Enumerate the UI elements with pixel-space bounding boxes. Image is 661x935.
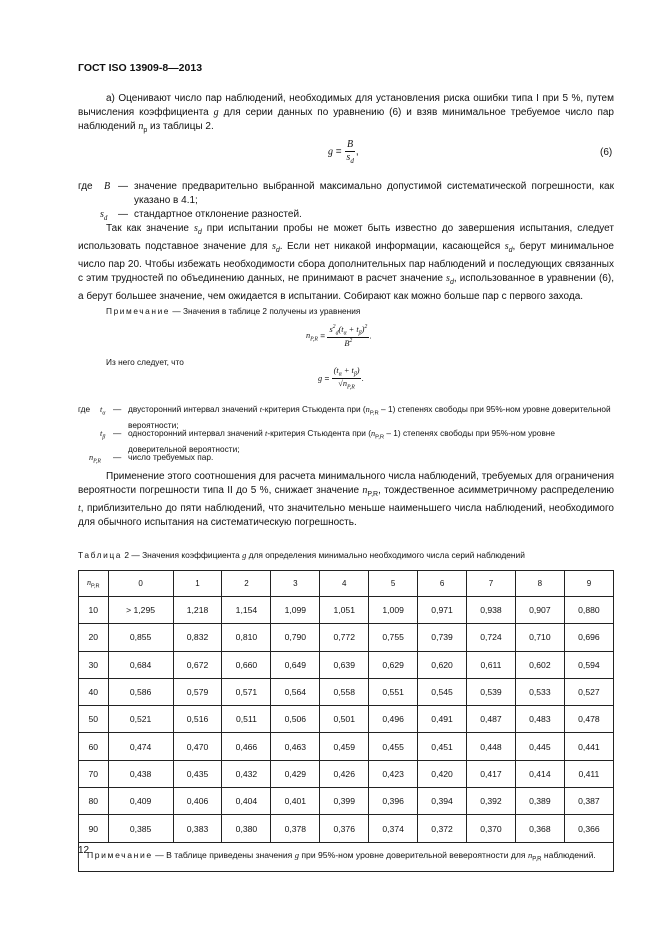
- table-cell: 0,579: [173, 678, 222, 705]
- table-column-header: 6: [418, 571, 467, 597]
- table-cell: 0,545: [418, 678, 467, 705]
- eq6-lhs: g: [328, 146, 333, 158]
- table-cell: 0,810: [222, 624, 271, 651]
- table-cell: 0,411: [564, 760, 613, 787]
- table-cell: 0,527: [564, 678, 613, 705]
- table-column-header: 0: [108, 571, 173, 597]
- table-column-header: 5: [369, 571, 418, 597]
- where2-text-tb: односторонний интервал значений t-критерия Стьюдента при $(n_{P,R} - 1)$ степенях свободы при 95%-ном уровне доверительной вероятности;: [128, 428, 555, 455]
- note1-dash: —: [172, 306, 181, 316]
- table-row-label: 80: [79, 788, 109, 815]
- eq6-numerator: B: [347, 139, 354, 150]
- table-cell: 0,649: [271, 651, 320, 678]
- nf2-lhs: g: [318, 374, 323, 384]
- where2-word: где: [78, 404, 91, 414]
- table-row-label: 50: [79, 706, 109, 733]
- table-cell: 0,511: [222, 706, 271, 733]
- page-number: 12: [78, 845, 90, 856]
- table-column-header: 4: [320, 571, 369, 597]
- table-note: Примечание — В таблице приведены значения g при 95%-ном уровне доверительной вевероятности для $n_{P,R}$ наблюдений.: [79, 842, 614, 872]
- table-cell: 0,459: [320, 733, 369, 760]
- table-header-row: [79, 571, 614, 597]
- nf2-numerator: $(t_\alpha + t_\beta)$: [333, 366, 360, 378]
- where2-dash-ta: —: [113, 404, 122, 414]
- table-cell: 0,394: [418, 788, 467, 815]
- table-row: [79, 760, 614, 787]
- table-caption-label: Таблица: [78, 550, 123, 560]
- table-caption-text: — Значения коэффициента g для определения минимально необходимого числа серий наблюдений: [131, 550, 525, 560]
- where1-sym-sd: $s_d$: [100, 209, 108, 222]
- table-cell: 0,445: [515, 733, 564, 760]
- table-cell: 1,009: [369, 597, 418, 624]
- eq6-op: =: [335, 146, 342, 158]
- table-cell: 0,420: [418, 760, 467, 787]
- table-cell: 1,154: [222, 597, 271, 624]
- equation-6-number: (6): [600, 147, 613, 158]
- equation-6: [328, 139, 359, 165]
- table-row: [79, 706, 614, 733]
- where2-text-ta: двусторонний интервал значений t-критерия Стьюдента при $(n_{P,R} - 1)$ степенях свободы при 95%-ном уровне доверительной вероятности;: [128, 404, 611, 431]
- table-cell: 0,404: [222, 788, 271, 815]
- table-column-header: 2: [222, 571, 271, 597]
- table-cell: 0,401: [271, 788, 320, 815]
- where1-dash-b: —: [118, 181, 128, 192]
- where1-text-b: значение предварительно выбранной максимально допустимой систематической погрешности, как указано в 4.1;: [134, 181, 614, 206]
- nf1-tail: .: [369, 330, 372, 341]
- table-column-header: 3: [271, 571, 320, 597]
- table-row-label: 60: [79, 733, 109, 760]
- table-row-label: 30: [79, 651, 109, 678]
- table-cell: 0,441: [564, 733, 613, 760]
- table-cell: 0,496: [369, 706, 418, 733]
- table-cell: 0,423: [369, 760, 418, 787]
- where2-sym-tb: $t_\beta$: [100, 429, 106, 441]
- table-cell: 0,374: [369, 815, 418, 842]
- table-cell: 0,451: [418, 733, 467, 760]
- table-row: [79, 624, 614, 651]
- table-cell: 0,516: [173, 706, 222, 733]
- table-row: [79, 597, 614, 624]
- table-cell: 0,383: [173, 815, 222, 842]
- table-cell: 0,660: [222, 651, 271, 678]
- table-cell: 0,739: [418, 624, 467, 651]
- table-cell: 0,417: [467, 760, 516, 787]
- table-note-row: [79, 842, 614, 872]
- note-formula-1: $n_{P,R}$ = $\frac{s^2_d(t_\alpha + t_\beta)^2}{B^2}$ .: [306, 324, 372, 348]
- where2-sym-npr: $n_{P,R}$: [89, 453, 101, 465]
- table-cell: 0,470: [173, 733, 222, 760]
- table-cell: 0,521: [108, 706, 173, 733]
- note-1: [106, 306, 614, 318]
- table-cell: 0,611: [467, 651, 516, 678]
- table-cell: > 1,295: [108, 597, 173, 624]
- table-cell: 0,474: [108, 733, 173, 760]
- table-row-label: 20: [79, 624, 109, 651]
- table-cell: 0,466: [222, 733, 271, 760]
- table-cell: 0,971: [418, 597, 467, 624]
- table-cell: 0,629: [369, 651, 418, 678]
- where-block-1: [78, 180, 614, 222]
- table-cell: 0,506: [271, 706, 320, 733]
- table-cell: 0,399: [320, 788, 369, 815]
- paragraph-c-text: Применение этого соотношения для расчета минимального числа наблюдений, требуемых для ограничения вероятности погрешности типа II до 5 %, снижает значение $n_{P,R}$, тождественное асимметричному распределению t, приблизительно до пяти наблюдений, что значительно меньше наименьшего числа наблюдений, необходимого для обычного испытания на систематическую погрешность.: [78, 471, 614, 528]
- where-word: где: [78, 181, 93, 192]
- eq6-fraction: [344, 139, 355, 165]
- table-caption-number: 2: [124, 550, 130, 560]
- table-cell: 0,483: [515, 706, 564, 733]
- table-cell: 0,438: [108, 760, 173, 787]
- paragraph-b: [78, 222, 614, 304]
- table-cell: 0,602: [515, 651, 564, 678]
- table-column-header: 7: [467, 571, 516, 597]
- coefficient-table: [78, 570, 614, 872]
- table-cell: 0,487: [467, 706, 516, 733]
- table-cell: 0,406: [173, 788, 222, 815]
- table-cell: 0,366: [564, 815, 613, 842]
- table-cell: 0,696: [564, 624, 613, 651]
- paragraph-c: [78, 470, 614, 530]
- table-cell: 0,724: [467, 624, 516, 651]
- table-cell: 0,372: [418, 815, 467, 842]
- table-cell: 0,387: [564, 788, 613, 815]
- table-cell: 0,370: [467, 815, 516, 842]
- table-cell: 0,938: [467, 597, 516, 624]
- table-cell: 0,594: [564, 651, 613, 678]
- table-cell: 0,478: [564, 706, 613, 733]
- table-cell: 0,432: [222, 760, 271, 787]
- table-cell: 0,855: [108, 624, 173, 651]
- table-cell: 0,435: [173, 760, 222, 787]
- table-cell: 0,368: [515, 815, 564, 842]
- table-row-label: 90: [79, 815, 109, 842]
- table-row-label: 10: [79, 597, 109, 624]
- table-cell: 0,501: [320, 706, 369, 733]
- table-column-header: 1: [173, 571, 222, 597]
- table-cell: 0,558: [320, 678, 369, 705]
- table-cell: 0,684: [108, 651, 173, 678]
- table-cell: 0,414: [515, 760, 564, 787]
- paragraph-a: [78, 92, 614, 138]
- note1-label: Примечание: [106, 306, 171, 316]
- paragraph-b-text: Так как значение $s_d$ при испытании пробы не может быть известно до завершения испытания, следует использовать подставное значение для $s_d$. Если нет никакой информации, касающейся $s_d$, берут минимальное число пар 20. Чтобы избежать необходимости сбора дополнительных пар наблюдений и последующих связанных с этим трудностей по объединению данных, не принимают в расчет значение $s_d$, использованное в уравнении (6), а берут большее значение, чем ожидается в испытании. Собирают как можно больше пар с первого захода.: [78, 223, 614, 302]
- table-cell: 0,639: [320, 651, 369, 678]
- where1-text-sd: стандартное отклонение разностей.: [134, 209, 302, 220]
- table-cell: 0,491: [418, 706, 467, 733]
- where2-dash-npr: —: [113, 452, 122, 462]
- table-cell: 0,533: [515, 678, 564, 705]
- table-row: [79, 678, 614, 705]
- where1-sym-b: B: [104, 181, 111, 192]
- table-caption: [78, 550, 525, 560]
- nf1-fraction: [327, 324, 372, 348]
- eq6-tail: ,: [355, 146, 359, 158]
- table-cell: 0,426: [320, 760, 369, 787]
- nf2-fraction: [332, 366, 362, 392]
- note-formula-2: g = $\frac{(t_\alpha + t_\beta)}{√n_{P,R}}$ .: [318, 366, 364, 391]
- table-cell: 0,586: [108, 678, 173, 705]
- table-cell: 1,051: [320, 597, 369, 624]
- table-cell: 0,463: [271, 733, 320, 760]
- table-row: [79, 651, 614, 678]
- table-column-header: 9: [564, 571, 613, 597]
- table-cell: 0,448: [467, 733, 516, 760]
- table-cell: 0,385: [108, 815, 173, 842]
- where2-sym-ta: $t_\alpha$: [100, 405, 106, 417]
- table-cell: 0,832: [173, 624, 222, 651]
- table-cell: 0,620: [418, 651, 467, 678]
- table-cell: 0,772: [320, 624, 369, 651]
- table-row: [79, 815, 614, 842]
- nf2-denominator: $√n_{P,R}$: [338, 379, 355, 391]
- table-cell: 0,389: [515, 788, 564, 815]
- table-cell: 0,396: [369, 788, 418, 815]
- eq6-denominator: $s_d$: [346, 151, 354, 165]
- document-header: ГОСТ ISO 13909-8—2013: [78, 62, 203, 74]
- paragraph-a-text: а) Оценивают число пар наблюдений, необходимых для установления риска ошибки типа I при 5 %, путем вычисления коэффициента g для серии данных по уравнению (6) и взяв минимальное требуемое число пар наблюдений $n_p$ из таблицы 2.: [78, 93, 614, 134]
- table-corner-cell: $n_{P,R}$: [79, 571, 109, 597]
- note-follows: Из него следует, что: [106, 357, 184, 367]
- table-column-header: 8: [515, 571, 564, 597]
- nf1-numerator: $s^2_d(t_\alpha + t_\beta)^2$: [329, 324, 368, 337]
- where1-dash-sd: —: [118, 209, 128, 220]
- table-cell: 0,409: [108, 788, 173, 815]
- nf1-denominator: $B^2$: [344, 338, 353, 348]
- table-row-label: 40: [79, 678, 109, 705]
- where2-text-npr: число требуемых пар.: [128, 452, 214, 462]
- table-cell: 0,376: [320, 815, 369, 842]
- table-cell: 0,455: [369, 733, 418, 760]
- nf2-tail: .: [361, 373, 364, 384]
- table-cell: 0,672: [173, 651, 222, 678]
- table-cell: 0,564: [271, 678, 320, 705]
- table-cell: 0,710: [515, 624, 564, 651]
- table-row-label: 70: [79, 760, 109, 787]
- table-cell: 0,907: [515, 597, 564, 624]
- table-cell: 0,790: [271, 624, 320, 651]
- table-cell: 0,378: [271, 815, 320, 842]
- table-cell: 0,755: [369, 624, 418, 651]
- table-cell: 0,539: [467, 678, 516, 705]
- nf1-lhs: $n_{P,R}$: [306, 331, 318, 344]
- table-row: [79, 788, 614, 815]
- table-cell: 1,218: [173, 597, 222, 624]
- table-cell: 0,571: [222, 678, 271, 705]
- table-cell: 0,380: [222, 815, 271, 842]
- table-cell: 0,429: [271, 760, 320, 787]
- where2-dash-tb: —: [113, 428, 122, 438]
- table-cell: 0,551: [369, 678, 418, 705]
- table-cell: 1,099: [271, 597, 320, 624]
- note1-text: Значения в таблице 2 получены из уравнения: [182, 306, 361, 316]
- where-block-2: [78, 404, 614, 466]
- table-cell: 0,392: [467, 788, 516, 815]
- table-row: [79, 733, 614, 760]
- table-cell: 0,880: [564, 597, 613, 624]
